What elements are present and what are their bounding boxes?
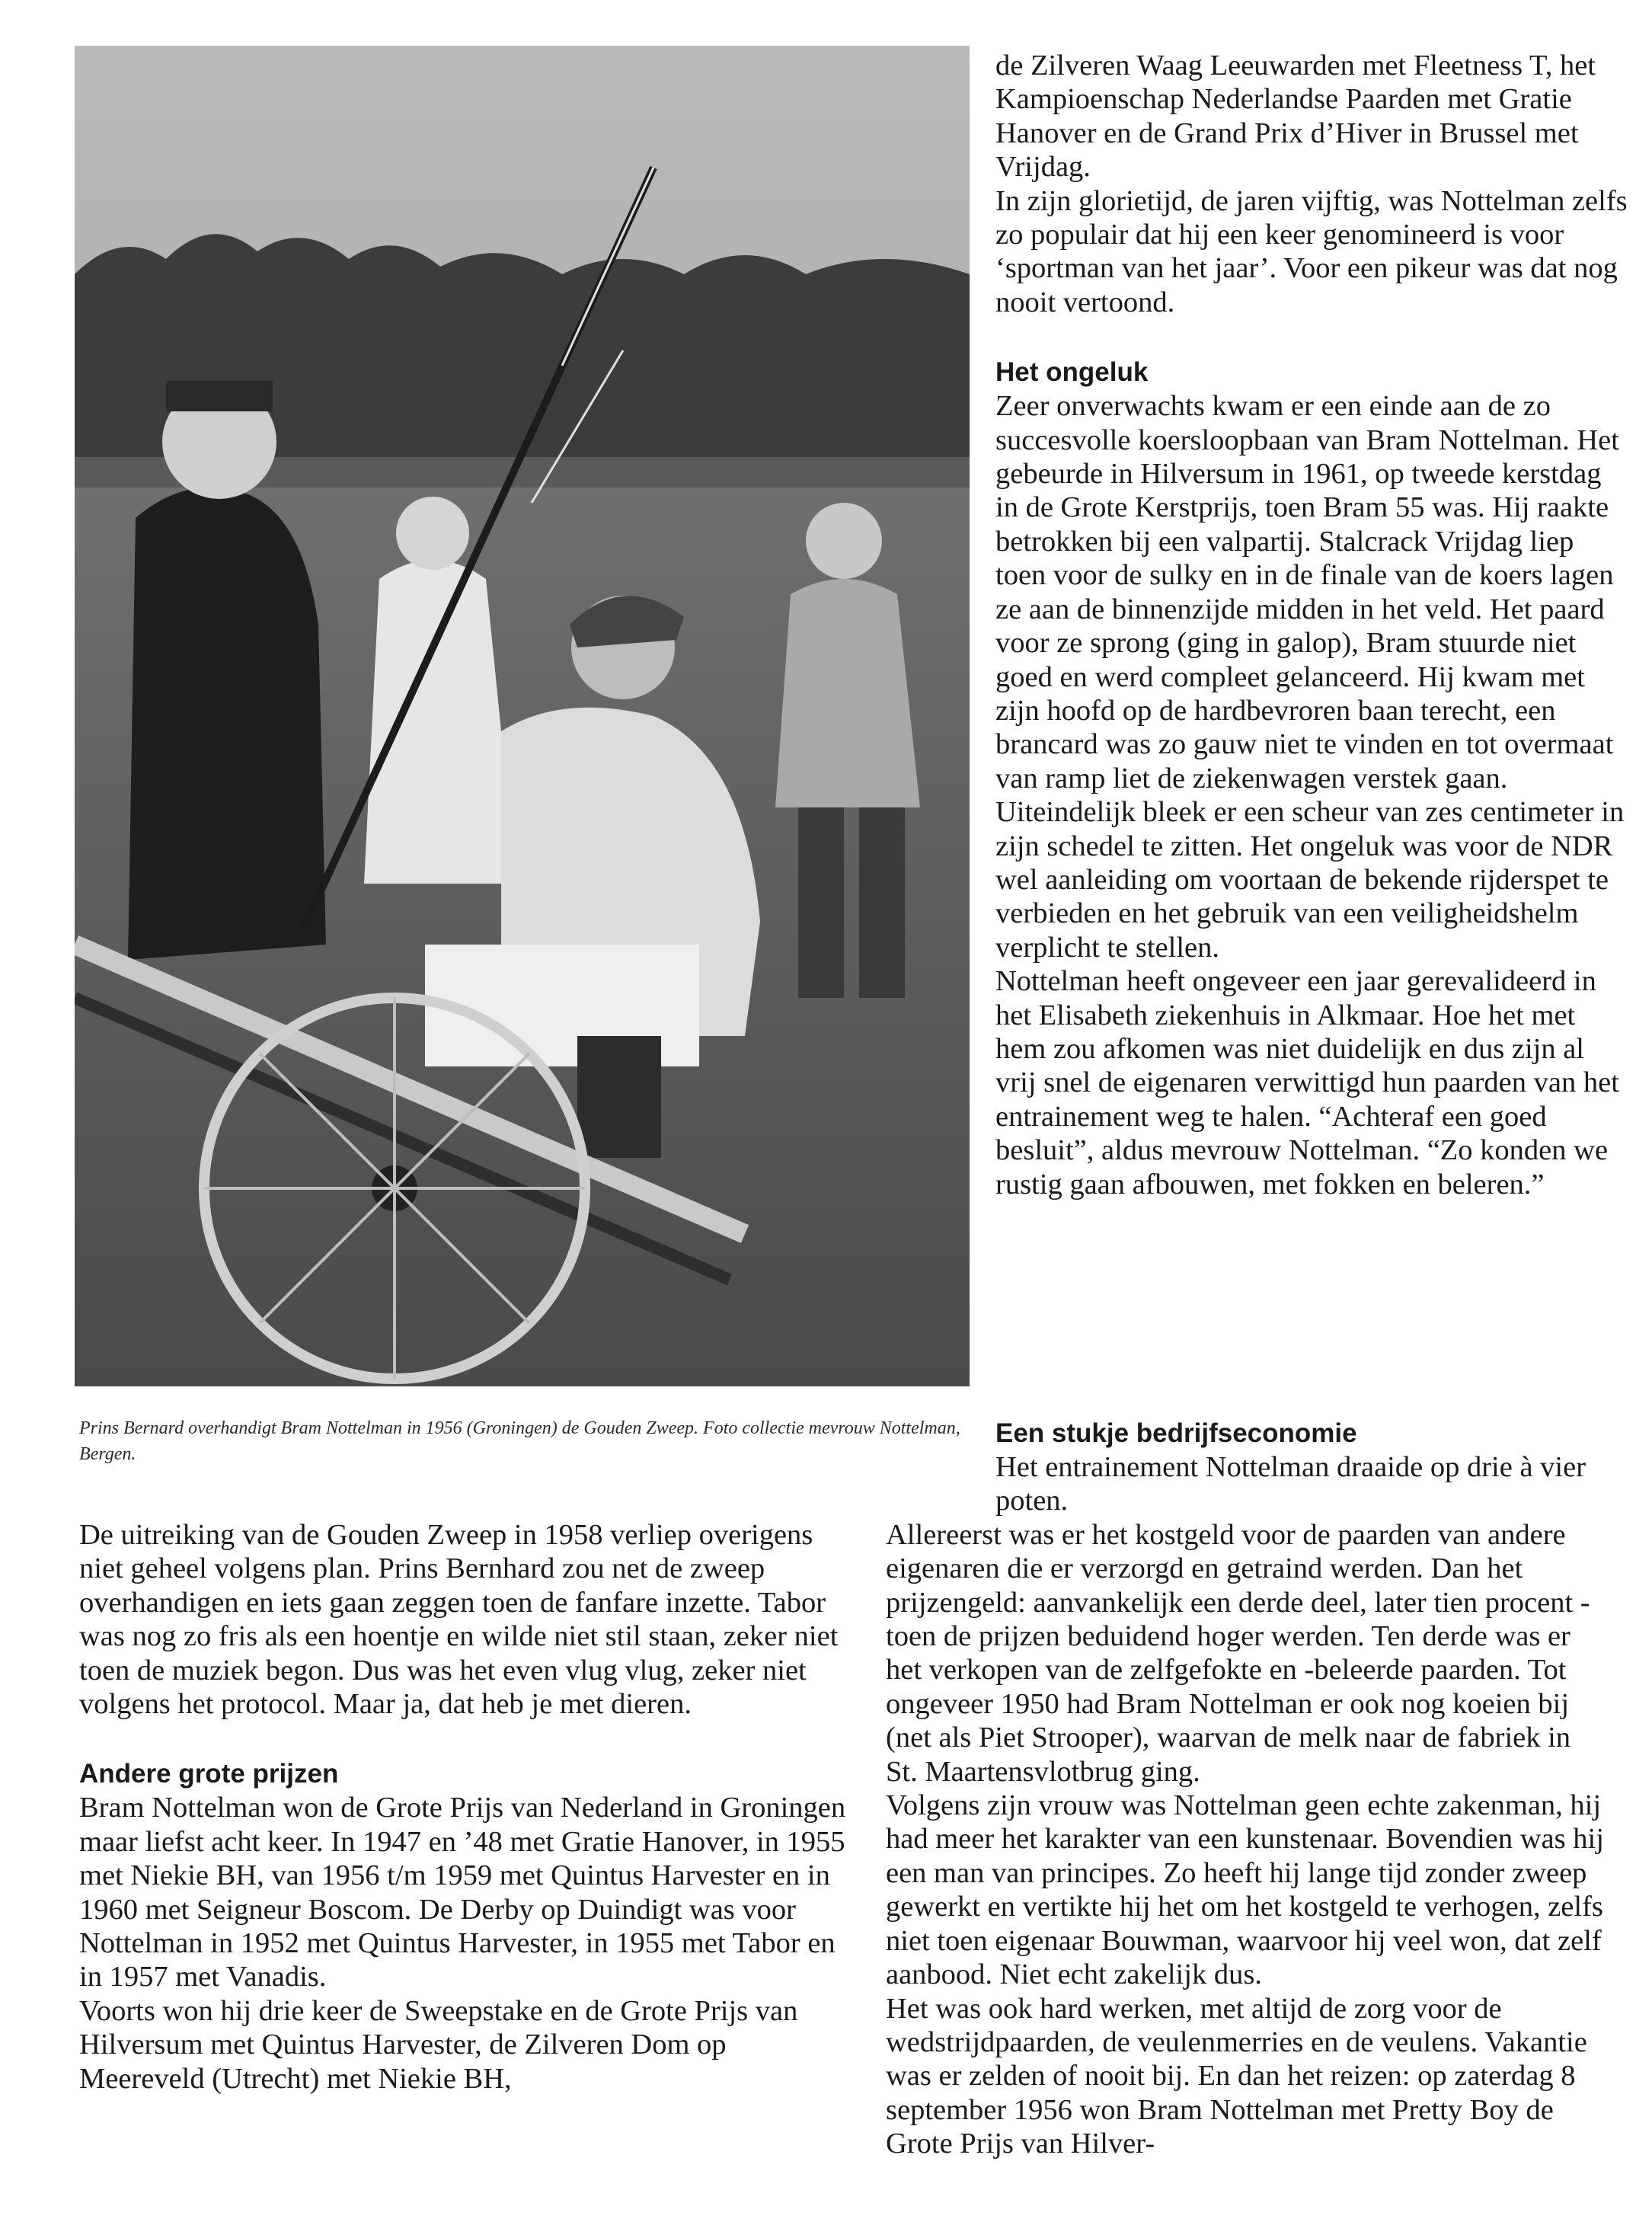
paragraph-ongeluk-1: Zeer onverwachts kwam er een einde aan de zo succesvolle koersloopbaan van Bram Nottelman. Het gebeurde in Hilversum in 1961, op tweede kerstdag in de Grote Kerstprijs, toen Bram 55 was. Hij raakte betrokken bij een valpartij. Stalcrack Vrijdag liep toen voor de sulky en in de finale van de koers lagen ze aan de binnenzijde midden in het veld. Het paard voor ze sprong (ging in galop), Bram stuurde niet goed en werd compleet gelanceerd. Hij kwam met zijn hoofd op de hardbevroren baan terecht, een brancard was zo gauw niet te vinden en tot overmaat van ramp liet de ziekenwagen verstek gaan.	[995, 390, 1619, 794]
photo-prins-bernard-nottelman	[75, 46, 970, 1386]
indented-block	[886, 1417, 1609, 1518]
heading-bedrijfseconomie: Een stukje bedrijfseconomie	[995, 1418, 1357, 1448]
paragraph-bedrijf-2: Volgens zijn vrouw was Nottelman geen echte zakenman, hij had meer het karakter van een kunstenaar. Bovendien was hij een man van principes. Zo heeft hij lange tijd zonder zweep gewerkt en vertikte hij het om het kostgeld te verhogen, zelfs niet toen eigenaar Bouwman, waarvoor hij veel won, dat zelf aanbood. Niet echt zakelijk dus.	[886, 1789, 1604, 1991]
right-column-bottom	[886, 1417, 1609, 2161]
paragraph-bedrijf-1b: Allereerst was er het kostgeld voor de paarden van andere eigenaren die er verzorgd en getraind werden. Dan het prijzengeld: aanvankelijk een derde deel, later tien procent -toen de prijzen beduidend hoger werden. Ten derde was er het verkopen van de zelfgefokte en -beleerde paarden. Tot ongeveer 1950 had Bram Nottelman er ook nog koeien bij (net als Piet Strooper), waarvan de melk naar de fabriek in St. Maartensvlotbrug ging.	[886, 1518, 1590, 1788]
photo-illustration	[75, 46, 970, 1386]
paragraph-glorietijd: In zijn glorietijd, de jaren vijftig, was Nottelman zelfs zo populair dat hij een keer genomineerd is voor ‘sportman van het jaar’. Voor een pikeur was dat nog nooit vertoond.	[995, 184, 1628, 318]
paragraph-ongeluk-2: Uiteindelijk bleek er een scheur van zes centimeter in zijn schedel te zitten. Het ongeluk was voor de NDR wel aanleiding om voortaan de bekende rijderspet te verbieden en het gebruik van een veiligheidshelm verplicht te stellen.	[995, 796, 1625, 964]
spacer	[995, 319, 1628, 356]
left-column-bottom	[79, 1518, 848, 2096]
heading-het-ongeluk: Het ongeluk	[995, 357, 1149, 388]
paragraph-prijzen-1: Bram Nottelman won de Grote Prijs van Nederland in Groningen maar liefst acht keer. In 1947 en ’48 met Gratie Hanover, in 1955 met Niekie BH, van 1956 t/m 1959 met Quintus Harvester en in 1960 met Seigneur Boscom. De Derby op Duindigt was voor Nottelman in 1952 met Quintus Harvester, in 1955 met Tabor en in 1957 met Vanadis.	[79, 1792, 846, 1993]
paragraph-intro: de Zilveren Waag Leeuwarden met Fleetness T, het Kampioenschap Nederlandse Paarden met Gratie Hanover en de Grand Prix d’Hiver in Brussel met Vrijdag.	[995, 50, 1596, 184]
paragraph-prijzen-2: Voorts won hij drie keer de Sweepstake en de Grote Prijs van Hilversum met Quintus Harvester, de Zilveren Dom op Meereveld (Utrecht) met Niekie BH,	[79, 1994, 798, 2095]
right-column-top	[995, 49, 1628, 1201]
photo-caption: Prins Bernard overhandigt Bram Nottelman in 1956 (Groningen) de Gouden Zweep. Foto collectie mevrouw Nottelman, Bergen.	[79, 1418, 960, 1464]
heading-andere-grote-prijzen: Andere grote prijzen	[79, 1759, 339, 1789]
paragraph-gouden-zweep: De uitreiking van de Gouden Zweep in 1958 verliep overigens niet geheel volgens plan. Prins Bernhard zou net de zweep overhandigen en iets gaan zeggen toen de fanfare inzette. Tabor was nog zo fris als een hoentje en wilde niet stil staan, zeker niet toen de muziek begon. Dus was het even vlug vlug, zeker niet volgens het protocol. Maar ja, dat heb je met dieren.	[79, 1519, 839, 1721]
paragraph-ongeluk-3: Nottelman heeft ongeveer een jaar gerevalideerd in het Elisabeth ziekenhuis in Alkmaar. Hoe het met hem zou afkomen was niet duidelijk en dus zijn al vrij snel de eigenaren verwittigd hun paarden van het entrainement weg te halen. “Achteraf een goed besluit”, aldus mevrouw Nottelman. “Zo konden we rustig gaan afbouwen, met fokken en beleren.”	[995, 965, 1619, 1201]
paragraph-bedrijf-3: Het was ook hard werken, met altijd de zorg voor de wedstrijdpaarden, de veulenmerries en de veulens. Vakantie was er zelden of nooit bij. En dan het reizen: op zaterdag 8 september 1956 won Bram Nottelman met Pretty Boy de Grote Prijs van Hilver-	[886, 1992, 1587, 2160]
paragraph-bedrijf-1a: Het entrainement Nottelman draaide op drie à vier poten.	[995, 1451, 1586, 1517]
spacer	[79, 1721, 848, 1757]
